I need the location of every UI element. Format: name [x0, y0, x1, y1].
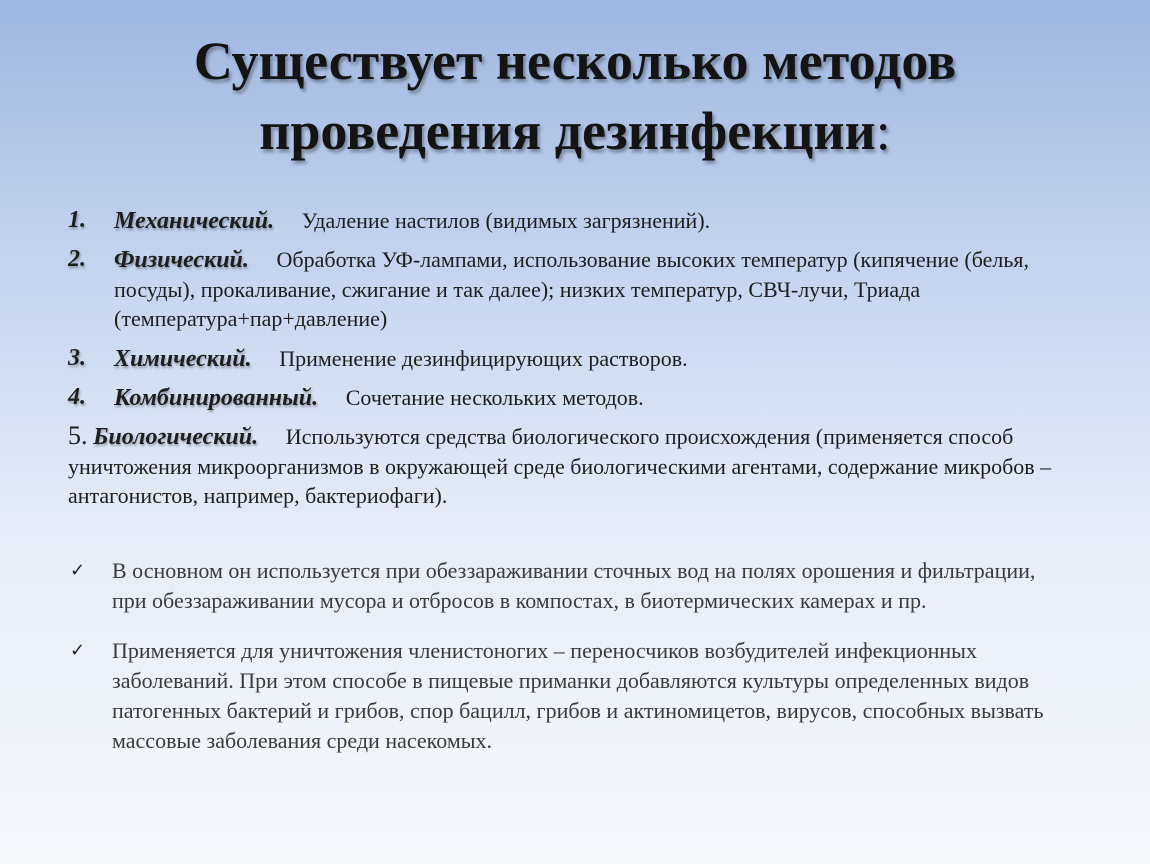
method-description: Обработка УФ-лампами, использование высоких температур (кипячение (белья, посуды), прокаливание, сжигание и так далее); низких температур, СВЧ-лучи, Триада (температура+пар+давление): [114, 247, 1030, 331]
method-separator: .: [245, 346, 252, 372]
method-item-biological: [68, 421, 1088, 510]
methods-list: [68, 206, 1088, 517]
method-item-physical: [68, 245, 1088, 333]
method-name: [93, 424, 258, 450]
note-text: В основном он используется при обеззараживании сточных вод на полях орошения и фильтрации, при обеззараживании мусора и отбросов в компостах, в биотермических камерах и пр.: [112, 558, 1036, 613]
notes-list: [68, 556, 1068, 776]
note-item-arthropods: [68, 636, 1068, 756]
method-separator: .: [268, 208, 275, 234]
method-number: 1.: [68, 207, 86, 233]
note-text: Применяется для уничтожения членистоногих – переносчиков возбудителей инфекционных заболеваний. При этом способе в пищевые приманки добавляются культуры определенных видов патогенных бактерий и грибов, спор бацилл, грибов и актиномицетов, вирусов, способных вызвать массовые заболевания среди насекомых.: [112, 638, 1044, 753]
checkmark-icon: ✓: [70, 640, 86, 661]
method-description: Применение дезинфицирующих растворов.: [279, 346, 688, 371]
note-item-wastewater: [68, 556, 1068, 616]
method-description: Сочетание нескольких методов.: [345, 385, 644, 410]
title-line-2: проведения дезинфекции: [259, 101, 876, 161]
method-number: 3.: [68, 345, 86, 371]
title-line-1: Существует несколько методов: [193, 31, 957, 91]
method-name: [114, 247, 249, 273]
method-name: [114, 208, 274, 234]
slide-title: [60, 26, 1090, 166]
method-name-text: Механический: [114, 208, 269, 234]
method-name: [114, 346, 252, 372]
method-item-combined: [68, 383, 1088, 413]
method-name-text: Физический: [114, 247, 243, 273]
method-separator: .: [242, 247, 249, 273]
method-number: 5.: [68, 421, 88, 450]
method-number: 4.: [68, 384, 86, 410]
method-separator: .: [312, 385, 319, 411]
method-separator: .: [252, 424, 259, 450]
method-name-text: Биологический: [93, 424, 253, 450]
method-number: 2.: [68, 246, 86, 272]
method-name-text: Химический: [114, 346, 246, 372]
method-name: [114, 385, 318, 411]
method-item-chemical: [68, 344, 1088, 374]
method-description: Удаление настилов (видимых загрязнений).: [301, 208, 711, 233]
method-name-text: Комбинированный: [114, 385, 313, 411]
title-colon: :: [875, 101, 891, 161]
checkmark-icon: ✓: [70, 560, 86, 581]
method-description: Используются средства биологического происхождения (применяется способ уничтожения микроорганизмов в окружающей среде биологическими агентами, содержание микробов – антагонистов, например, бактериофаги).: [68, 424, 1052, 508]
method-item-mechanical: [68, 206, 1088, 236]
